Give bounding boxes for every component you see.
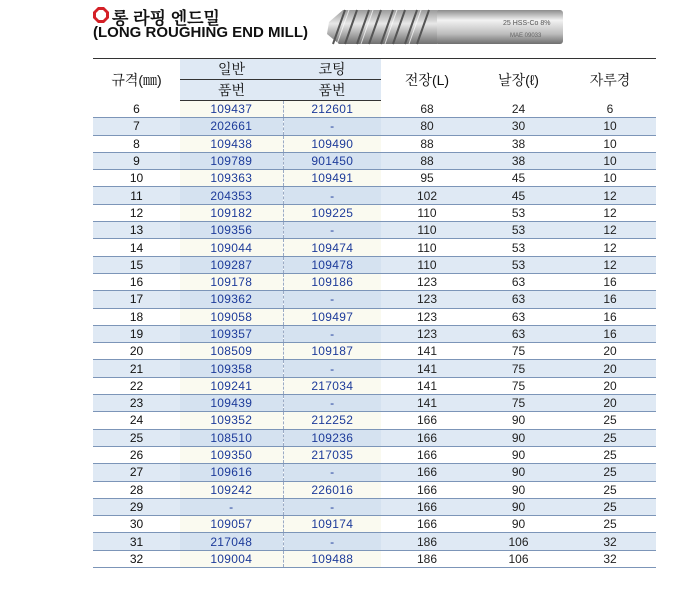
- shank-diameter-cell: 25: [564, 446, 656, 463]
- table-row: [93, 550, 656, 567]
- general-code-cell: 108510: [180, 429, 283, 446]
- flute-length-cell: 90: [473, 429, 564, 446]
- total-length-cell: 88: [381, 135, 473, 152]
- coating-code-cell: 109174: [283, 516, 381, 533]
- flute-length-cell: 90: [473, 446, 564, 463]
- shank-diameter-cell: 25: [564, 481, 656, 498]
- coating-code-cell: -: [283, 291, 381, 308]
- table-row: [93, 239, 656, 256]
- total-length-cell: 80: [381, 118, 473, 135]
- table-row: [93, 291, 656, 308]
- table-row: [93, 533, 656, 550]
- flute-length-cell: 90: [473, 481, 564, 498]
- flute-length-cell: 53: [473, 239, 564, 256]
- size-cell: 7: [93, 118, 180, 135]
- total-length-cell: 110: [381, 239, 473, 256]
- table-row: [93, 360, 656, 377]
- coating-code-cell: 109225: [283, 204, 381, 221]
- table-row: [93, 412, 656, 429]
- svg-text:MAE 09033: MAE 09033: [510, 33, 542, 39]
- size-cell: 19: [93, 325, 180, 342]
- general-code-cell: 109438: [180, 135, 283, 152]
- table-row: [93, 101, 656, 118]
- total-length-cell: 110: [381, 256, 473, 273]
- table-body: [93, 101, 656, 568]
- table-row: [93, 118, 656, 135]
- coating-code-cell: 109488: [283, 550, 381, 567]
- size-cell: 8: [93, 135, 180, 152]
- coating-code-cell: -: [283, 498, 381, 515]
- total-length-cell: 141: [381, 377, 473, 394]
- coating-code-cell: -: [283, 118, 381, 135]
- table-row: [93, 152, 656, 169]
- coating-code-cell: 109478: [283, 256, 381, 273]
- general-code-cell: -: [180, 498, 283, 515]
- size-cell: 11: [93, 187, 180, 204]
- shank-diameter-cell: 16: [564, 291, 656, 308]
- svg-text:25 HSS-Co 8%: 25 HSS-Co 8%: [503, 20, 551, 27]
- shank-diameter-cell: 10: [564, 170, 656, 187]
- size-cell: 32: [93, 550, 180, 567]
- shank-diameter-cell: 12: [564, 239, 656, 256]
- table-row: [93, 325, 656, 342]
- coating-code-cell: 109497: [283, 308, 381, 325]
- total-length-cell: 102: [381, 187, 473, 204]
- shank-diameter-cell: 25: [564, 516, 656, 533]
- size-cell: 18: [93, 308, 180, 325]
- general-code-cell: 109439: [180, 395, 283, 412]
- shank-diameter-cell: 16: [564, 273, 656, 290]
- general-code-cell: 109182: [180, 204, 283, 221]
- general-code-cell: 109242: [180, 481, 283, 498]
- size-cell: 27: [93, 464, 180, 481]
- shank-diameter-cell: 12: [564, 256, 656, 273]
- coating-code-cell: 109186: [283, 273, 381, 290]
- coating-code-cell: -: [283, 360, 381, 377]
- flute-length-cell: 45: [473, 187, 564, 204]
- shank-diameter-cell: 32: [564, 550, 656, 567]
- total-length-cell: 141: [381, 360, 473, 377]
- shank-diameter-cell: 12: [564, 204, 656, 221]
- total-length-cell: 141: [381, 395, 473, 412]
- general-code-cell: 109363: [180, 170, 283, 187]
- general-code-cell: 109058: [180, 308, 283, 325]
- col-flute-length-header: 날장(ℓ): [473, 59, 564, 101]
- total-length-cell: 123: [381, 291, 473, 308]
- table-row: [93, 464, 656, 481]
- shank-diameter-cell: 10: [564, 135, 656, 152]
- general-code-cell: 217048: [180, 533, 283, 550]
- general-code-cell: 109616: [180, 464, 283, 481]
- shank-diameter-cell: 25: [564, 412, 656, 429]
- size-cell: 24: [93, 412, 180, 429]
- coating-code-cell: -: [283, 533, 381, 550]
- page-title: 롱 라핑 엔드밀: [112, 9, 220, 28]
- coating-code-cell: -: [283, 222, 381, 239]
- coating-code-cell: -: [283, 464, 381, 481]
- shank-diameter-cell: 12: [564, 187, 656, 204]
- general-code-cell: 204353: [180, 187, 283, 204]
- total-length-cell: 186: [381, 533, 473, 550]
- col-shank-header: 자루경: [564, 59, 656, 101]
- total-length-cell: 141: [381, 343, 473, 360]
- coating-code-cell: 226016: [283, 481, 381, 498]
- general-code-cell: 109357: [180, 325, 283, 342]
- size-cell: 6: [93, 101, 180, 118]
- size-cell: 28: [93, 481, 180, 498]
- shank-diameter-cell: 20: [564, 377, 656, 394]
- flute-length-cell: 90: [473, 464, 564, 481]
- flute-length-cell: 38: [473, 135, 564, 152]
- general-code-cell: 109057: [180, 516, 283, 533]
- coating-code-cell: 212252: [283, 412, 381, 429]
- spec-table: [93, 58, 656, 568]
- coating-code-cell: 109490: [283, 135, 381, 152]
- coating-code-cell: -: [283, 187, 381, 204]
- flute-length-cell: 63: [473, 291, 564, 308]
- shank-diameter-cell: 20: [564, 395, 656, 412]
- coating-code-cell: 109474: [283, 239, 381, 256]
- general-code-cell: 202661: [180, 118, 283, 135]
- total-length-cell: 95: [381, 170, 473, 187]
- end-mill-image: [325, 4, 565, 48]
- general-code-cell: 109356: [180, 222, 283, 239]
- flute-length-cell: 75: [473, 360, 564, 377]
- coating-code-cell: 217035: [283, 446, 381, 463]
- shank-diameter-cell: 25: [564, 498, 656, 515]
- total-length-cell: 123: [381, 325, 473, 342]
- table-row: [93, 135, 656, 152]
- total-length-cell: 88: [381, 152, 473, 169]
- size-cell: 12: [93, 204, 180, 221]
- table-row: [93, 343, 656, 360]
- size-cell: 31: [93, 533, 180, 550]
- general-code-cell: 109241: [180, 377, 283, 394]
- shank-diameter-cell: 16: [564, 308, 656, 325]
- col-coating-subheader: 품번: [283, 80, 381, 101]
- shank-diameter-cell: 16: [564, 325, 656, 342]
- size-cell: 20: [93, 343, 180, 360]
- size-cell: 29: [93, 498, 180, 515]
- total-length-cell: 166: [381, 412, 473, 429]
- size-cell: 23: [93, 395, 180, 412]
- total-length-cell: 123: [381, 308, 473, 325]
- table-row: [93, 498, 656, 515]
- octagon-bullet-icon: [93, 7, 109, 23]
- flute-length-cell: 90: [473, 498, 564, 515]
- flute-length-cell: 53: [473, 256, 564, 273]
- total-length-cell: 166: [381, 446, 473, 463]
- table-row: [93, 377, 656, 394]
- size-cell: 30: [93, 516, 180, 533]
- table-row: [93, 308, 656, 325]
- flute-length-cell: 90: [473, 516, 564, 533]
- shank-diameter-cell: 10: [564, 152, 656, 169]
- table-row: [93, 481, 656, 498]
- page-subtitle: (LONG ROUGHING END MILL): [93, 24, 308, 41]
- col-size-header: 규격(㎜): [93, 59, 180, 101]
- total-length-cell: 186: [381, 550, 473, 567]
- flute-length-cell: 106: [473, 550, 564, 567]
- size-cell: 22: [93, 377, 180, 394]
- shank-diameter-cell: 10: [564, 118, 656, 135]
- coating-code-cell: -: [283, 395, 381, 412]
- flute-length-cell: 63: [473, 273, 564, 290]
- general-code-cell: 109789: [180, 152, 283, 169]
- size-cell: 25: [93, 429, 180, 446]
- total-length-cell: 110: [381, 204, 473, 221]
- general-code-cell: 109044: [180, 239, 283, 256]
- flute-length-cell: 63: [473, 308, 564, 325]
- flute-length-cell: 45: [473, 170, 564, 187]
- general-code-cell: 109352: [180, 412, 283, 429]
- shank-diameter-cell: 20: [564, 360, 656, 377]
- shank-diameter-cell: 12: [564, 222, 656, 239]
- total-length-cell: 166: [381, 516, 473, 533]
- table-row: [93, 395, 656, 412]
- shank-diameter-cell: 20: [564, 343, 656, 360]
- flute-length-cell: 75: [473, 377, 564, 394]
- table-row: [93, 429, 656, 446]
- table-row: [93, 204, 656, 221]
- col-total-length-header: 전장(L): [381, 59, 473, 101]
- col-coating-header: 코팅: [283, 59, 381, 80]
- total-length-cell: 68: [381, 101, 473, 118]
- total-length-cell: 166: [381, 429, 473, 446]
- general-code-cell: 109287: [180, 256, 283, 273]
- flute-length-cell: 63: [473, 325, 564, 342]
- general-code-cell: 109358: [180, 360, 283, 377]
- coating-code-cell: 212601: [283, 101, 381, 118]
- coating-code-cell: 901450: [283, 152, 381, 169]
- table-row: [93, 273, 656, 290]
- shank-diameter-cell: 25: [564, 464, 656, 481]
- shank-diameter-cell: 6: [564, 101, 656, 118]
- flute-length-cell: 75: [473, 395, 564, 412]
- size-cell: 13: [93, 222, 180, 239]
- shank-diameter-cell: 25: [564, 429, 656, 446]
- general-code-cell: 109004: [180, 550, 283, 567]
- coating-code-cell: 109236: [283, 429, 381, 446]
- general-code-cell: 109350: [180, 446, 283, 463]
- total-length-cell: 166: [381, 498, 473, 515]
- general-code-cell: 109178: [180, 273, 283, 290]
- col-general-subheader: 품번: [180, 80, 283, 101]
- coating-code-cell: -: [283, 325, 381, 342]
- coating-code-cell: 217034: [283, 377, 381, 394]
- coating-code-cell: 109187: [283, 343, 381, 360]
- flute-length-cell: 38: [473, 152, 564, 169]
- flute-length-cell: 30: [473, 118, 564, 135]
- size-cell: 10: [93, 170, 180, 187]
- flute-length-cell: 90: [473, 412, 564, 429]
- table-row: [93, 187, 656, 204]
- total-length-cell: 166: [381, 464, 473, 481]
- flute-length-cell: 75: [473, 343, 564, 360]
- size-cell: 15: [93, 256, 180, 273]
- total-length-cell: 166: [381, 481, 473, 498]
- size-cell: 21: [93, 360, 180, 377]
- size-cell: 14: [93, 239, 180, 256]
- general-code-cell: 109362: [180, 291, 283, 308]
- size-cell: 9: [93, 152, 180, 169]
- flute-length-cell: 24: [473, 101, 564, 118]
- header: [0, 0, 700, 58]
- table-row: [93, 516, 656, 533]
- total-length-cell: 110: [381, 222, 473, 239]
- flute-length-cell: 53: [473, 204, 564, 221]
- table-row: [93, 446, 656, 463]
- size-cell: 16: [93, 273, 180, 290]
- flute-length-cell: 106: [473, 533, 564, 550]
- shank-diameter-cell: 32: [564, 533, 656, 550]
- general-code-cell: 108509: [180, 343, 283, 360]
- col-general-header: 일반: [180, 59, 283, 80]
- table-row: [93, 170, 656, 187]
- coating-code-cell: 109491: [283, 170, 381, 187]
- size-cell: 17: [93, 291, 180, 308]
- table-row: [93, 222, 656, 239]
- table-row: [93, 256, 656, 273]
- flute-length-cell: 53: [473, 222, 564, 239]
- size-cell: 26: [93, 446, 180, 463]
- general-code-cell: 109437: [180, 101, 283, 118]
- total-length-cell: 123: [381, 273, 473, 290]
